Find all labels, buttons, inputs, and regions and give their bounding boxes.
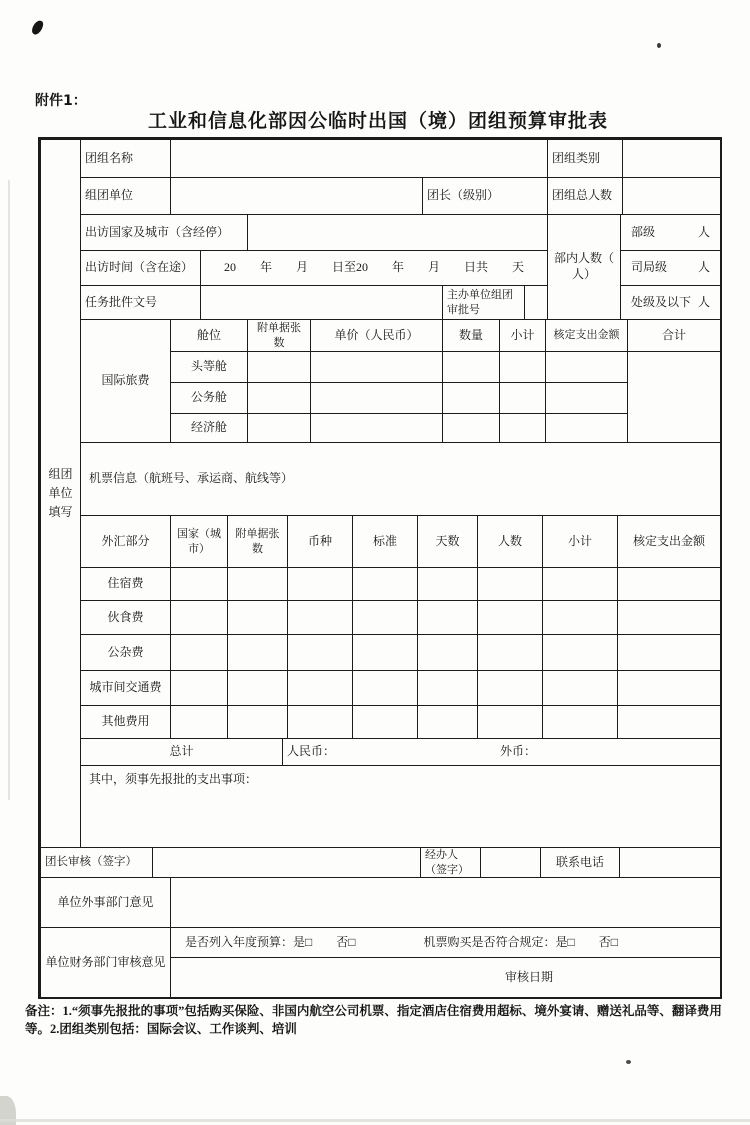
finance-checkbox-row (170, 927, 720, 957)
misc-approved-cell (617, 635, 720, 670)
cabin-business-qty-cell (442, 383, 499, 413)
group-name-value-cell (170, 139, 547, 177)
meals-receipts-cell (227, 601, 287, 634)
cabin-business-subtotal-cell (499, 383, 545, 413)
cabin-first-price-cell (310, 352, 442, 382)
forex-row-transport-values (170, 670, 720, 705)
forex-header-days: 天数 (417, 515, 477, 567)
cabin-first-subtotal-cell (499, 352, 545, 382)
phone-label: 联系电话 (540, 847, 619, 877)
budget-question: 是否列入年度预算：是□ 否□ (185, 934, 356, 949)
forex-row-meals-label: 伙食费 (80, 600, 170, 634)
other-country-cell (170, 706, 227, 738)
lodging-standard-cell (352, 568, 417, 600)
transport-receipts-cell (227, 671, 287, 705)
intl-header-unit-price: 单价（人民币） (310, 319, 442, 351)
leader-label: 团长（级别） (422, 177, 547, 214)
rank-chuji-label: 处级及以下 (631, 294, 692, 309)
intl-header-subtotal: 小计 (499, 319, 545, 351)
rank-bu-label: 部级 (631, 224, 656, 239)
cabin-business-price-cell (310, 383, 442, 413)
foreign-affairs-value-cell (170, 877, 720, 927)
cabin-business-receipts-cell (247, 383, 310, 413)
foreign-affairs-label: 单位外事部门意见 (40, 877, 170, 927)
host-approval-value-cell (524, 285, 547, 319)
transport-approved-cell (617, 671, 720, 705)
forex-header-approved: 核定支出金额 (617, 515, 720, 567)
rank-bu-cell (620, 214, 720, 250)
forex-row-lodging-values (170, 567, 720, 600)
cabin-first-approved-cell (545, 352, 627, 382)
cabin-first-qty-cell (442, 352, 499, 382)
misc-currency-cell (287, 635, 352, 670)
handler-sign-value-cell (480, 847, 540, 877)
travel-time-value: 20 年 月 日至20 年 月 日共 天 (200, 250, 547, 285)
meals-country-cell (170, 601, 227, 634)
other-receipts-cell (227, 706, 287, 738)
countries-value-cell (247, 214, 547, 250)
preapproval-items-cell: 其中，须事先报批的支出事项： (80, 765, 720, 847)
cabin-business-label: 公务舱 (170, 382, 247, 413)
cabin-business-approved-cell (545, 383, 627, 413)
meals-standard-cell (352, 601, 417, 634)
meals-subtotal-cell (542, 601, 617, 634)
misc-subtotal-cell (542, 635, 617, 670)
forex-row-lodging-label: 住宿费 (80, 567, 170, 600)
travel-time-label: 出访时间（含在途） (80, 250, 200, 285)
cabin-first-label: 头等舱 (170, 351, 247, 382)
lodging-receipts-cell (227, 568, 287, 600)
organizer-label: 组团单位 (80, 177, 170, 214)
ink-blot-artifact (30, 19, 44, 36)
rank-siju-cell (620, 250, 720, 285)
cabin-economy-approved-cell (545, 414, 627, 442)
cabin-economy-price-cell (310, 414, 442, 442)
intl-header-cabin: 舱位 (170, 319, 247, 351)
task-doc-label: 任务批件文号 (80, 285, 200, 319)
grand-total-value-cell (282, 738, 720, 765)
lodging-people-cell (477, 568, 542, 600)
forex-header-people: 人数 (477, 515, 542, 567)
grand-total-label: 总计 (80, 738, 282, 765)
attachment-label: 附件1： (35, 93, 87, 109)
misc-country-cell (170, 635, 227, 670)
phone-value-cell (619, 847, 720, 877)
forex-row-misc-label: 公杂费 (80, 634, 170, 670)
scan-edge-line-artifact (8, 180, 10, 800)
sidebar-section-cell (40, 139, 80, 847)
foreign-total-label: 外币： (500, 744, 537, 759)
misc-standard-cell (352, 635, 417, 670)
cabin-first-receipts-cell (247, 352, 310, 382)
lodging-currency-cell (287, 568, 352, 600)
meals-days-cell (417, 601, 477, 634)
misc-days-cell (417, 635, 477, 670)
intl-header-total: 合计 (627, 319, 720, 351)
forex-header-country: 国家（城市） (170, 515, 227, 567)
forex-row-other-label: 其他费用 (80, 705, 170, 738)
rank-siju-label: 司局级 (631, 260, 668, 275)
other-standard-cell (352, 706, 417, 738)
lodging-country-cell (170, 568, 227, 600)
finance-audit-date-row (170, 957, 720, 997)
transport-currency-cell (287, 671, 352, 705)
sidebar-section-label: 组团单位填写 (48, 466, 73, 520)
lodging-subtotal-cell (542, 568, 617, 600)
cabin-economy-label: 经济舱 (170, 413, 247, 442)
meals-people-cell (477, 601, 542, 634)
rank-siju-unit: 人 (697, 260, 710, 275)
rank-chuji-unit: 人 (697, 294, 710, 309)
cabin-economy-receipts-cell (247, 414, 310, 442)
meals-approved-cell (617, 601, 720, 634)
forex-row-meals-values (170, 600, 720, 634)
finance-label: 单位财务部门审核意见 (40, 927, 170, 997)
leader-sign-value-cell (152, 847, 420, 877)
lodging-approved-cell (617, 568, 720, 600)
rank-bu-unit: 人 (697, 224, 710, 239)
ticket-question: 机票购买是否符合规定：是□ 否□ (423, 934, 618, 949)
intl-header-approved-amount: 核定支出金额 (545, 319, 627, 351)
leader-sign-label: 团长审核（签字） (40, 847, 152, 877)
dust-speck-artifact (657, 43, 661, 48)
other-approved-cell (617, 706, 720, 738)
cabin-first-value-row (247, 351, 627, 382)
form-title: 工业和信息化部因公临时出国（境）团组预算审批表 (147, 110, 608, 132)
organizer-value-cell (170, 177, 422, 214)
countries-label: 出访国家及城市（含经停） (80, 214, 247, 250)
audit-date-label: 审核日期 (505, 969, 554, 984)
lodging-days-cell (417, 568, 477, 600)
dust-speck-bottom-artifact (626, 1060, 631, 1064)
transport-people-cell (477, 671, 542, 705)
transport-standard-cell (352, 671, 417, 705)
group-type-value-cell (622, 139, 720, 177)
rank-chuji-cell (620, 285, 720, 319)
forex-header-standard: 标准 (352, 515, 417, 567)
intl-total-merged-cell (627, 351, 720, 442)
forex-header-subtotal: 小计 (542, 515, 617, 567)
transport-days-cell (417, 671, 477, 705)
cabin-economy-value-row (247, 413, 627, 442)
meals-currency-cell (287, 601, 352, 634)
intl-travel-section-label: 国际旅费 (80, 319, 170, 442)
cabin-business-value-row (247, 382, 627, 413)
forex-header-receipts: 附单据张数 (227, 515, 287, 567)
forex-header-currency: 币种 (287, 515, 352, 567)
misc-receipts-cell (227, 635, 287, 670)
other-subtotal-cell (542, 706, 617, 738)
cabin-economy-qty-cell (442, 414, 499, 442)
forex-header-section: 外汇部分 (80, 515, 170, 567)
ticket-info-label: 机票信息（航班号、承运商、航线等） (80, 442, 720, 515)
group-name-label: 团组名称 (80, 139, 170, 177)
total-people-label: 团组总人数 (547, 177, 622, 214)
intl-header-receipts: 附单据张数 (247, 319, 310, 351)
form-table (38, 137, 722, 999)
cabin-economy-subtotal-cell (499, 414, 545, 442)
forex-row-misc-values (170, 634, 720, 670)
rmb-total-label: 人民币： (287, 744, 336, 759)
other-days-cell (417, 706, 477, 738)
host-approval-label: 主办单位组团审批号 (442, 285, 524, 319)
total-people-value-cell (622, 177, 720, 214)
group-type-label: 团组类别 (547, 139, 622, 177)
transport-country-cell (170, 671, 227, 705)
other-currency-cell (287, 706, 352, 738)
transport-subtotal-cell (542, 671, 617, 705)
intl-header-quantity: 数量 (442, 319, 499, 351)
forex-row-transport-label: 城市间交通费 (80, 670, 170, 705)
footnotes: 备注：1.“须事先报批的事项”包括购买保险、非国内航空公司机票、指定酒店住宿费用超标、境外宴请、赠送礼品等、翻译费用等。2.团组类别包括：国际会议、工作谈判、培训 (25, 1004, 722, 1037)
scan-bottom-edge-artifact (0, 1119, 750, 1122)
misc-people-cell (477, 635, 542, 670)
task-doc-value-cell (200, 285, 442, 319)
ministry-count-label: 部内人数（ 人） (547, 214, 620, 319)
handler-sign-label: 经办人（签字） (420, 847, 480, 877)
other-people-cell (477, 706, 542, 738)
forex-row-other-values (170, 705, 720, 738)
